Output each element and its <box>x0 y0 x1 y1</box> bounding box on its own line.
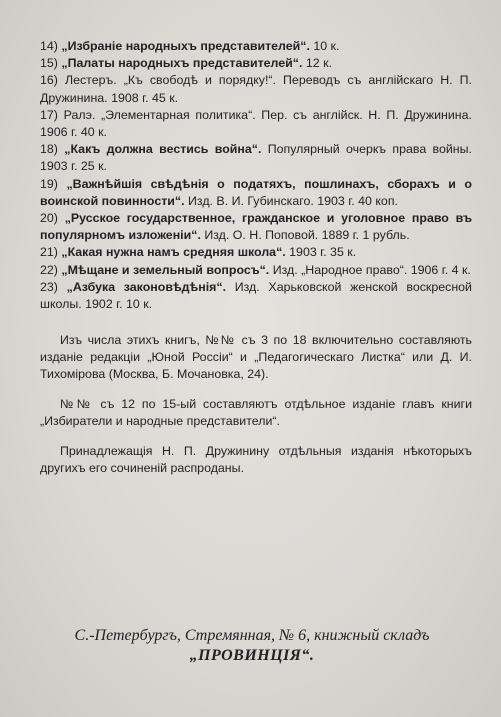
item-title: „Палаты народныхъ представителей“. <box>61 56 303 71</box>
publisher-name: „ПРОВИНЦІЯ“. <box>189 647 315 664</box>
item-number: 21) <box>40 245 58 260</box>
item-title: „Какъ должна вестись война“. <box>64 142 262 157</box>
list-item <box>40 55 472 72</box>
item-number: 16) <box>40 73 58 88</box>
list-item <box>40 210 472 244</box>
item-number: 22) <box>40 262 58 277</box>
item-details: 10 к. <box>309 39 340 53</box>
item-title: „Избраніе народныхъ представителей“. <box>61 39 310 53</box>
item-details: Популярный очеркъ права войны. 1903 г. 25 к. <box>40 142 472 174</box>
publisher-footer <box>28 626 476 666</box>
list-item <box>40 141 472 175</box>
item-title: „Азбука законовѣдѣнія“. <box>66 279 227 294</box>
list-item <box>40 72 472 106</box>
note-paragraph-editions: Изъ числа этихъ книгъ, №№ съ 3 по 18 включительно составляють изданіе редакціи „Юной Россіи“ и „Педагогическаго Листка“ или Д. И. Тихомірова (Москва, Б. Мочановка, 24). <box>40 333 472 382</box>
list-item <box>40 176 472 210</box>
list-item <box>40 38 472 55</box>
item-details: Изд. „Народное право“. 1906 г. 4 к. <box>269 262 471 277</box>
list-item <box>40 262 472 279</box>
publisher-address: С.-Петербургъ, Стремянная, № 6, книжный складъ <box>74 627 430 644</box>
item-details: 12 к. <box>302 56 332 71</box>
note-paragraph-chapters: №№ съ 12 по 15-ый составляютъ отдѣльное изданіе главъ книги „Избиратели и народные представители“. <box>40 397 472 429</box>
item-details: Ралэ. „Элементарная политика“. Пер. съ англійск. Н. П. Дружинина. 1906 г. 40 к. <box>40 107 472 140</box>
item-number: 19) <box>40 176 58 191</box>
item-number: 18) <box>40 142 58 157</box>
item-title: „Русское государственное, гражданское и уголовное право въ популярномъ изложеніи“. <box>40 211 472 243</box>
list-item <box>40 244 472 261</box>
item-title: „Важнѣйшія свѣдѣнія о податяхъ, пошлинахъ, сборахъ и о воинской повинности“. <box>40 176 472 208</box>
item-number: 20) <box>40 211 58 226</box>
item-details: Изд. О. Н. Поповой. 1889 г. 1 рубль. <box>200 228 410 243</box>
item-details: Лестеръ. „Къ свободѣ и порядку!“. Переводъ съ англійскаго Н. П. Дружинина. 1908 г. 45 к. <box>40 73 472 105</box>
item-details: 1903 г. 35 к. <box>285 245 357 260</box>
item-title: „Мѣщане и земельный вопросъ“. <box>61 262 270 277</box>
item-number: 17) <box>40 107 58 122</box>
item-title: „Какая нужна намъ средняя школа“. <box>61 245 286 260</box>
item-details: Изд. Харьковской женской воскресной школы. 1902 г. 10 к. <box>40 279 472 312</box>
list-item <box>40 279 472 313</box>
item-number: 14) <box>40 39 58 53</box>
list-item <box>40 107 472 141</box>
item-number: 15) <box>40 56 58 71</box>
item-details: Изд. В. И. Губинскаго. 1903 г. 40 коп. <box>184 193 398 208</box>
item-number: 23) <box>40 279 58 294</box>
note-paragraph-sold-out: Принадлежащія Н. П. Дружинину отдѣльныя изданія нѣкоторыхъ другихъ его сочиненій распроданы. <box>40 444 472 476</box>
book-list <box>40 38 472 313</box>
